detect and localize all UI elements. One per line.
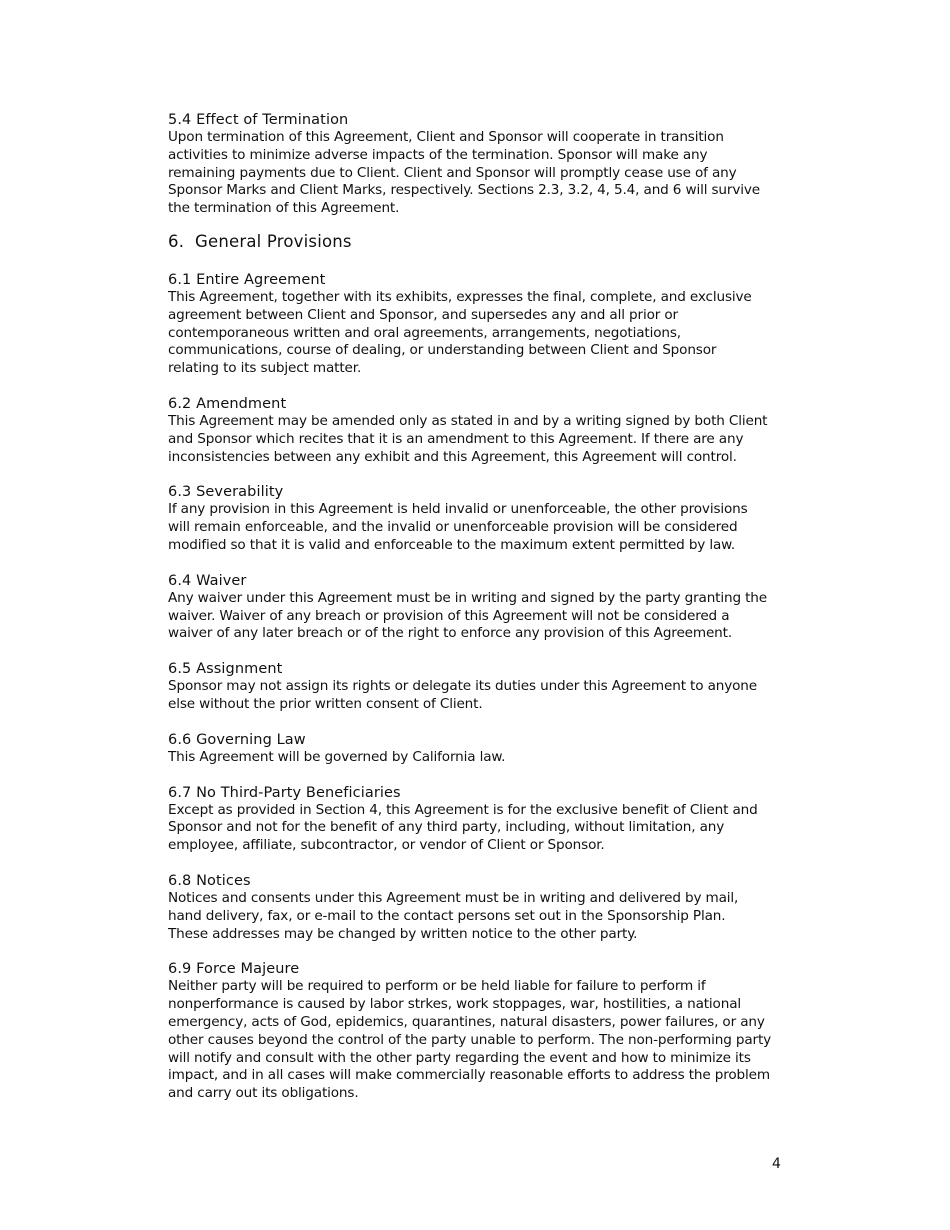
clause <box>168 660 786 714</box>
clause-line: Upon termination of this Agreement, Client and Sponsor will cooperate in transition <box>168 129 724 145</box>
clause-line: If any provision in this Agreement is held invalid or unenforceable, the other provisions <box>168 501 748 518</box>
clauses-list <box>168 271 786 1103</box>
clause-heading: 6.1 Entire Agreement <box>168 271 326 288</box>
clause <box>168 731 786 767</box>
clause-line: hand delivery, fax, or e-mail to the contact persons set out in the Sponsorship Plan. <box>168 907 726 924</box>
clause-line: Sponsor Marks and Client Marks, respectively. Sections 2.3, 3.2, 4, 5.4, and 6 will survive <box>168 182 760 199</box>
clause-heading: 6.4 Waiver <box>168 572 247 589</box>
clause-body <box>168 678 786 714</box>
clause-body <box>168 590 786 643</box>
clause-line: activities to minimize adverse impacts of the termination. Sponsor will make any <box>168 146 708 163</box>
clause <box>168 960 786 1103</box>
clause-line: modified so that it is valid and enforceable to the maximum extent permitted by law. <box>168 536 736 553</box>
clause-line: else without the prior written consent of Client. <box>168 695 483 712</box>
clause-body <box>168 413 786 466</box>
clause <box>168 271 786 378</box>
clause-line: and Sponsor which recites that it is an amendment to this Agreement. If there are any <box>168 430 744 447</box>
clause-line: This Agreement, together with its exhibits, expresses the final, complete, and exclusive <box>168 288 752 305</box>
clause-heading: 6.7 No Third-Party Beneficiaries <box>168 784 401 801</box>
clause-line: inconsistencies between any exhibit and this Agreement, this Agreement will control. <box>168 448 737 465</box>
clause-body <box>168 978 786 1103</box>
section-number: 6. <box>168 231 185 251</box>
clause-line: remaining payments due to Client. Client and Sponsor will promptly cease use of any <box>168 164 737 181</box>
clause-line: Any waiver under this Agreement must be in writing and signed by the party granting the <box>168 589 767 606</box>
clause <box>168 872 786 943</box>
clause-line: These addresses may be changed by written notice to the other party. <box>168 925 638 942</box>
clause-line: will remain enforceable, and the invalid or unenforceable provision will be considered <box>168 519 738 536</box>
clause-line: Neither party will be required to perform or be held liable for failure to perform if <box>168 978 706 995</box>
clause-heading: 6.8 Notices <box>168 872 251 889</box>
clause-heading: 6.9 Force Majeure <box>168 961 300 978</box>
clause-line: Sponsor and not for the benefit of any third party, including, without limitation, any <box>168 819 725 836</box>
clause-line: This Agreement will be governed by California law. <box>168 748 506 765</box>
clause-line: other causes beyond the control of the party unable to perform. The non-performing party <box>168 1031 772 1048</box>
clause-line: This Agreement may be amended only as stated in and by a writing signed by both Client <box>168 412 768 429</box>
clause-body <box>168 289 786 378</box>
section-heading <box>168 232 786 252</box>
clause-heading: 5.4 Effect of Termination <box>168 112 349 128</box>
clause-heading: 6.6 Governing Law <box>168 731 306 748</box>
clause-line: emergency, acts of God, epidemics, quarantines, natural disasters, power failures, or any <box>168 1013 765 1030</box>
preceding-clauses <box>168 111 786 218</box>
clause-body <box>168 802 786 855</box>
clause-heading: 6.2 Amendment <box>168 395 287 412</box>
clause-body <box>168 501 786 554</box>
clause-line: contemporaneous written and oral agreements, arrangements, negotiations, <box>168 324 681 341</box>
clause-line: nonperformance is caused by labor strkes, work stoppages, war, hostilities, a national <box>168 996 741 1013</box>
clause <box>168 784 786 855</box>
clause-line: waiver. Waiver of any breach or provision of this Agreement will not be considered a <box>168 607 730 624</box>
clause-body <box>168 129 786 218</box>
clause-line: agreement between Client and Sponsor, and supersedes any and all prior or <box>168 306 678 323</box>
clause-line: employee, affiliate, subcontractor, or vendor of Client or Sponsor. <box>168 837 605 854</box>
document-page <box>168 111 786 1120</box>
clause-line: Sponsor may not assign its rights or delegate its duties under this Agreement to anyone <box>168 678 757 695</box>
clause-line: Except as provided in Section 4, this Agreement is for the exclusive benefit of Client and <box>168 801 758 818</box>
clause-body <box>168 749 786 767</box>
section-title: General Provisions <box>195 231 352 251</box>
clause-line: and carry out its obligations. <box>168 1085 359 1102</box>
clause <box>168 483 786 554</box>
clause-line: will notify and consult with the other party regarding the event and how to minimize its <box>168 1049 751 1066</box>
clause-line: impact, and in all cases will make commercially reasonable efforts to address the problem <box>168 1067 770 1084</box>
clause-line: waiver of any later breach or of the right to enforce any provision of this Agreement. <box>168 625 732 642</box>
clause-body <box>168 890 786 943</box>
clause-heading: 6.5 Assignment <box>168 661 283 678</box>
clause-line: the termination of this Agreement. <box>168 200 400 217</box>
clause <box>168 395 786 466</box>
clause <box>168 572 786 643</box>
clause-heading: 6.3 Severability <box>168 484 284 501</box>
clause <box>168 111 786 218</box>
clause-line: Notices and consents under this Agreement must be in writing and delivered by mail, <box>168 889 739 906</box>
clause-line: communications, course of dealing, or understanding between Client and Sponsor <box>168 342 717 359</box>
page-number: 4 <box>772 1156 781 1172</box>
clause-line: relating to its subject matter. <box>168 360 362 377</box>
